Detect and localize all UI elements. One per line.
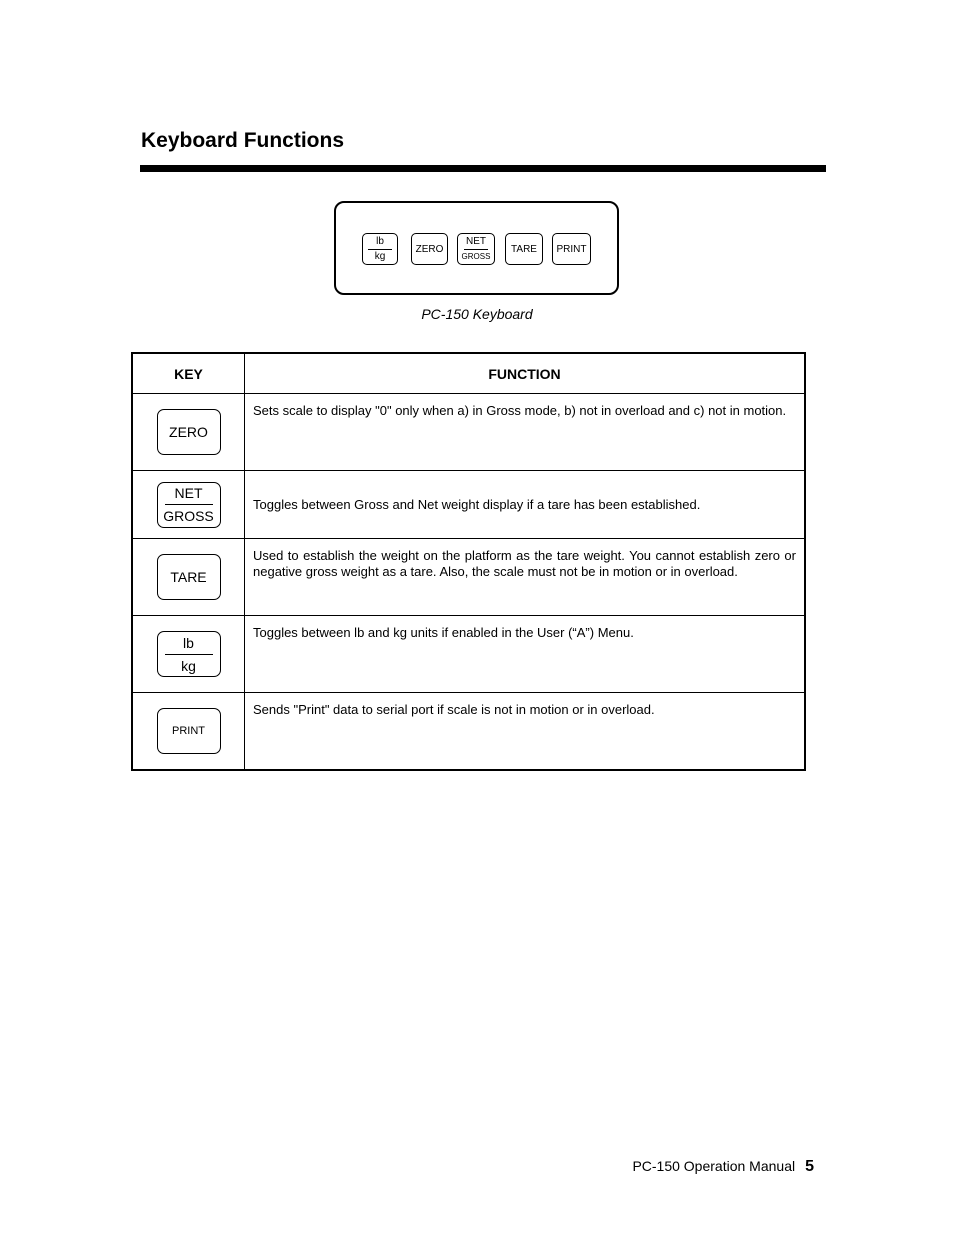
print-label: PRINT xyxy=(556,243,587,255)
tare-key xyxy=(157,554,221,600)
key-divider xyxy=(464,249,488,250)
key-divider xyxy=(165,504,213,505)
manual-title: PC-150 Operation Manual xyxy=(632,1158,796,1174)
print-key xyxy=(157,708,221,754)
zero-key xyxy=(157,409,221,455)
page-title: Keyboard Functions xyxy=(141,129,345,152)
key-label-top: NET xyxy=(174,485,203,501)
lb-kg-key[interactable] xyxy=(362,233,398,265)
table-row xyxy=(132,394,805,471)
key-cell xyxy=(132,616,245,693)
net-gross-key xyxy=(157,482,221,528)
key-label-top: lb xyxy=(183,634,194,651)
function-column-header: FUNCTION xyxy=(245,353,806,394)
kg-label: kg xyxy=(374,250,386,262)
tare-key[interactable] xyxy=(505,233,543,265)
table-row xyxy=(132,471,805,539)
key-divider xyxy=(165,654,213,655)
key-divider xyxy=(368,249,392,250)
print-key[interactable] xyxy=(552,233,591,265)
function-description: Sends "Print" data to serial port if scale is not in motion or in overload. xyxy=(245,693,806,771)
net-gross-key[interactable] xyxy=(457,233,495,265)
zero-key[interactable] xyxy=(411,233,448,265)
key-label: TARE xyxy=(170,569,207,585)
key-label-bottom: kg xyxy=(181,657,196,674)
zero-label: ZERO xyxy=(415,243,444,255)
title-rule xyxy=(140,165,826,172)
key-cell xyxy=(132,693,245,771)
function-description: Used to establish the weight on the platform as the tare weight. You cannot establish zero or negative gross weight as a tare. Also, the scale must not be in motion or in overload. xyxy=(245,539,806,616)
gross-label: GROSS xyxy=(461,251,491,261)
key-function-table xyxy=(131,352,806,771)
key-label-bottom: GROSS xyxy=(163,508,214,524)
function-description: Toggles between Gross and Net weight display if a tare has been established. xyxy=(245,471,806,539)
lb-kg-key xyxy=(157,631,221,677)
page-footer xyxy=(632,1158,814,1176)
page-number: 5 xyxy=(805,1158,814,1175)
lb-label: lb xyxy=(376,235,384,247)
key-label: ZERO xyxy=(169,424,208,440)
function-description: Sets scale to display "0" only when a) in Gross mode, b) not in overload and c) not in motion. xyxy=(245,394,806,471)
key-cell xyxy=(132,394,245,471)
table-header-row xyxy=(132,353,805,394)
table-row xyxy=(132,693,805,771)
table-row xyxy=(132,539,805,616)
key-column-header: KEY xyxy=(132,353,245,394)
keyboard-caption: PC-150 Keyboard xyxy=(421,306,533,322)
tare-label: TARE xyxy=(511,243,537,255)
key-cell xyxy=(132,471,245,539)
keyboard-panel xyxy=(334,201,619,295)
key-cell xyxy=(132,539,245,616)
table-row xyxy=(132,616,805,693)
net-label: NET xyxy=(466,235,486,247)
key-label: PRINT xyxy=(172,725,205,737)
function-description: Toggles between lb and kg units if enabled in the User (“A”) Menu. xyxy=(245,616,806,693)
